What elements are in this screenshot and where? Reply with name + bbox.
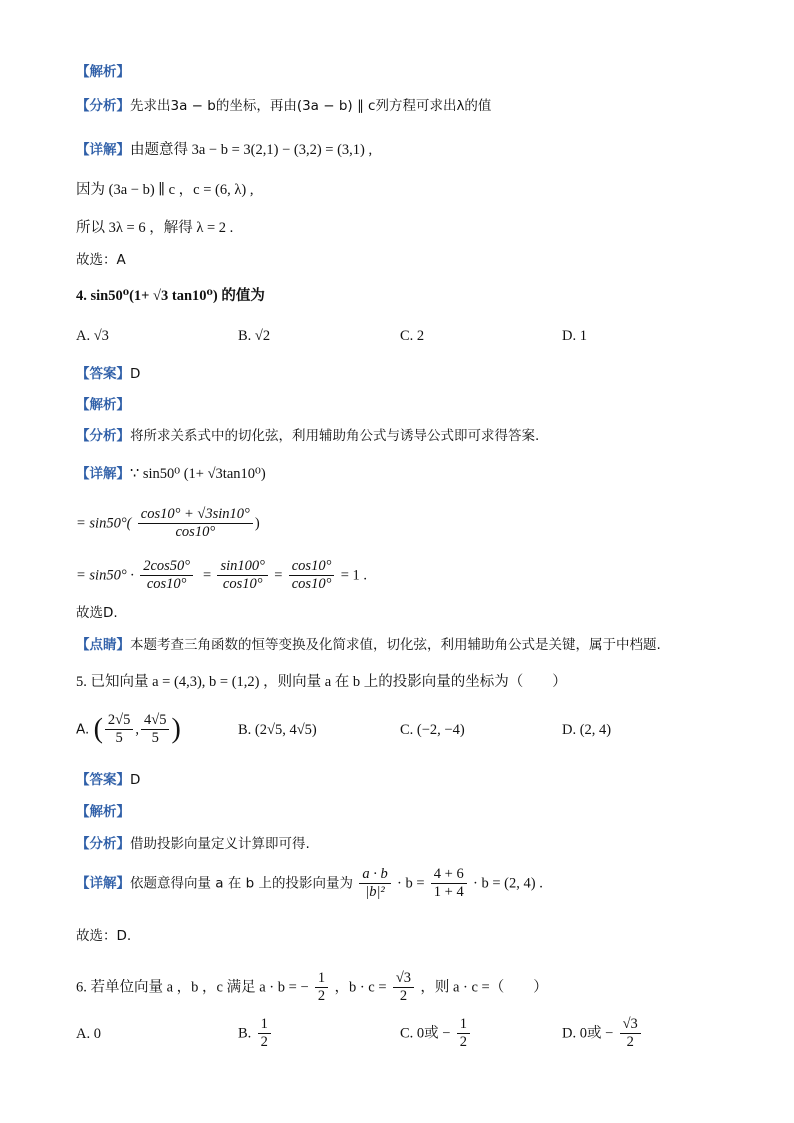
q4-step2-num: cos10° + √3sin10° xyxy=(138,506,253,524)
q3-xiangjie-text: 由题意得 3a − b = 3(2,1) − (3,2) = (3,1) , xyxy=(130,142,373,158)
q5-f2-tail: · b = (2, 4) . xyxy=(473,875,543,892)
q5-frac2 xyxy=(431,866,467,901)
q5-optA-n1: 2√5 xyxy=(105,712,133,730)
q5-choice: 故选：D. xyxy=(76,928,132,944)
xiangjie-label: 【详解】 xyxy=(76,466,130,482)
q4-answer-value: D xyxy=(130,366,141,382)
xiangjie-label: 【详解】 xyxy=(76,875,130,892)
q5-f2-den: 1 + 4 xyxy=(433,884,464,900)
q5-analysis-heading: 【解析】 xyxy=(76,804,130,820)
q5-option-b: B. (2√5, 4√5) xyxy=(238,722,317,738)
q5-option-c: C. (−2, −4) xyxy=(400,722,465,738)
q6-optC-num: 1 xyxy=(457,1016,470,1034)
q5-frac1 xyxy=(359,866,390,901)
q5-optA-frac2 xyxy=(141,712,169,747)
q4-step2-den: cos10° xyxy=(175,524,216,540)
q6-optC-frac xyxy=(457,1016,470,1051)
q4-dianjing xyxy=(76,635,661,655)
q5-f2-num: 4 + 6 xyxy=(431,866,467,884)
q3-fenxi-text: 先求出3a − b的坐标，再由(3a − b) ∥ c列方程可求出λ的值 xyxy=(130,98,492,114)
q5-xiangjie-prefix: 依题意得向量 a 在 b 上的投影向量为 xyxy=(130,875,354,892)
q4-option-b: B. √2 xyxy=(238,328,271,344)
q5-optA-label: A. xyxy=(76,721,90,738)
q4-answer xyxy=(76,364,140,384)
q4-option-d: D. 1 xyxy=(562,328,587,344)
q5-f1-num: a · b xyxy=(359,866,390,884)
q4-step3-tail: = 1 . xyxy=(340,567,367,584)
q5-stem: 5. 已知向量 a = (4,3), b = (1,2) ，则向量 a 在 b 上的投影向量的坐标为（ ） xyxy=(76,674,567,690)
q3-xiangjie xyxy=(76,140,372,160)
q5-fenxi-text: 借助投影向量定义计算即可得. xyxy=(130,836,310,852)
q4-step2-prefix: = sin50°( xyxy=(76,515,132,532)
q6-stem-tail: ，则 a · c =（ ） xyxy=(420,979,548,996)
q5-optA-d1: 5 xyxy=(115,730,123,746)
dianjing-label: 【点睛】 xyxy=(76,637,130,653)
q6-optD-num: √3 xyxy=(620,1016,641,1034)
q6-stem xyxy=(76,970,548,1005)
q6-option-b xyxy=(238,1016,273,1051)
q5-fenxi xyxy=(76,834,310,854)
q4-stem: 4. sin50⁰(1+ √3 tan10⁰) 的值为 xyxy=(76,288,265,304)
q4-option-c: C. 2 xyxy=(400,328,425,344)
q6-optB-den: 2 xyxy=(260,1034,268,1050)
q6-option-a: A. 0 xyxy=(76,1026,101,1042)
q6-stem-prefix: 6. 若单位向量 a ，b ，c 满足 a · b = − xyxy=(76,979,309,996)
q6-f1-num: 1 xyxy=(315,970,328,988)
q5-optA-n2: 4√5 xyxy=(141,712,169,730)
q3-fenxi xyxy=(76,96,491,116)
q4-step2-fraction xyxy=(138,506,253,541)
q4-step3-f1-den: cos10° xyxy=(146,576,187,592)
q4-option-a: A. √3 xyxy=(76,328,109,344)
q6-f2-num: √3 xyxy=(393,970,414,988)
q3-so: 所以 3λ = 6 ，解得 λ = 2 . xyxy=(76,220,234,236)
fenxi-label: 【分析】 xyxy=(76,836,130,852)
q6-optD-den: 2 xyxy=(626,1034,634,1050)
q5-f1-den: |b|² xyxy=(365,884,385,900)
q4-step2: = sin50°( $\frac{\cos 10^\circ + √3\sin 10^\circ}{\cos 10^\circ}$ ) xyxy=(76,506,260,540)
q4-analysis-heading: 【解析】 xyxy=(76,397,130,413)
q4-xiangjie xyxy=(76,464,266,484)
answer-label: 【答案】 xyxy=(76,366,130,382)
q6-optC-label: C. 0或 − xyxy=(400,1025,451,1042)
q6-stem-mid: ，b · c = xyxy=(334,979,387,996)
q6-optD-frac xyxy=(620,1016,641,1051)
q5-xiangjie xyxy=(76,866,543,901)
q6-optC-den: 2 xyxy=(459,1034,468,1050)
q4-dianjing-text: 本题考查三角函数的恒等变换及化简求值，切化弦，利用辅助角公式是关键，属于中档题. xyxy=(130,637,661,653)
q5-answer xyxy=(76,770,140,790)
q4-step3-frac3 xyxy=(289,558,335,593)
q6-optB-num: 1 xyxy=(258,1016,271,1034)
q4-xiangjie-line1: ∵ sin50⁰ (1+ √3tan10⁰) xyxy=(130,466,266,482)
q6-stem-frac1 xyxy=(315,970,328,1005)
q4-step3: = sin50° · $\frac{2\cos 50^\circ}{\cos 10^\circ}$ = $\frac{\sin 100^\circ}{\cos 10^\circ}$ = $\frac{\cos 10^\circ}{\cos 10^\circ}$ = 1 . xyxy=(76,558,367,592)
q4-step3-f3-den: cos10° xyxy=(291,576,332,592)
xiangjie-label: 【详解】 xyxy=(76,142,130,158)
q4-step3-f3-num: cos10° xyxy=(289,558,335,576)
fenxi-label: 【分析】 xyxy=(76,428,130,444)
q6-optD-label: D. 0或 − xyxy=(562,1025,614,1042)
q3-because: 因为 (3a − b) ∥ c ，c = (6, λ) , xyxy=(76,182,254,198)
q3-choice: 故选：A xyxy=(76,252,126,268)
q4-step3-f2-den: cos10° xyxy=(222,576,263,592)
q5-optA-frac1 xyxy=(105,712,133,747)
q6-f1-den: 2 xyxy=(317,988,326,1004)
q5-option-d: D. (2, 4) xyxy=(562,722,612,738)
q6-f2-den: 2 xyxy=(399,988,408,1004)
analysis-heading: 【解析】 xyxy=(76,64,130,80)
q6-stem-frac2 xyxy=(393,970,414,1005)
answer-label: 【答案】 xyxy=(76,772,130,788)
q4-step3-prefix: = sin50° · xyxy=(76,567,134,584)
q5-f1-tail: · b = xyxy=(396,875,425,892)
q6-option-c xyxy=(400,1016,472,1051)
q6-option-d xyxy=(562,1016,643,1051)
q5-answer-value: D xyxy=(130,772,141,788)
fenxi-label: 【分析】 xyxy=(76,98,130,114)
q6-optB-label: B. xyxy=(238,1025,252,1042)
q4-step3-f2-num: sin100° xyxy=(217,558,267,576)
q4-step3-f1-num: 2cos50° xyxy=(140,558,193,576)
q5-optA-d2: 5 xyxy=(151,730,159,746)
q4-step3-frac2 xyxy=(217,558,267,593)
q6-optB-frac xyxy=(258,1016,271,1051)
q4-fenxi-text: 将所求关系式中的切化弦，利用辅助角公式与诱导公式即可求得答案. xyxy=(130,428,540,444)
q4-step3-frac1 xyxy=(140,558,193,593)
q4-fenxi xyxy=(76,426,539,446)
q4-choice: 故选D. xyxy=(76,605,118,621)
q5-option-a: A. ( $\frac{2√5}{5}$ , $\frac{4√5}{5}$ ) xyxy=(76,712,181,746)
